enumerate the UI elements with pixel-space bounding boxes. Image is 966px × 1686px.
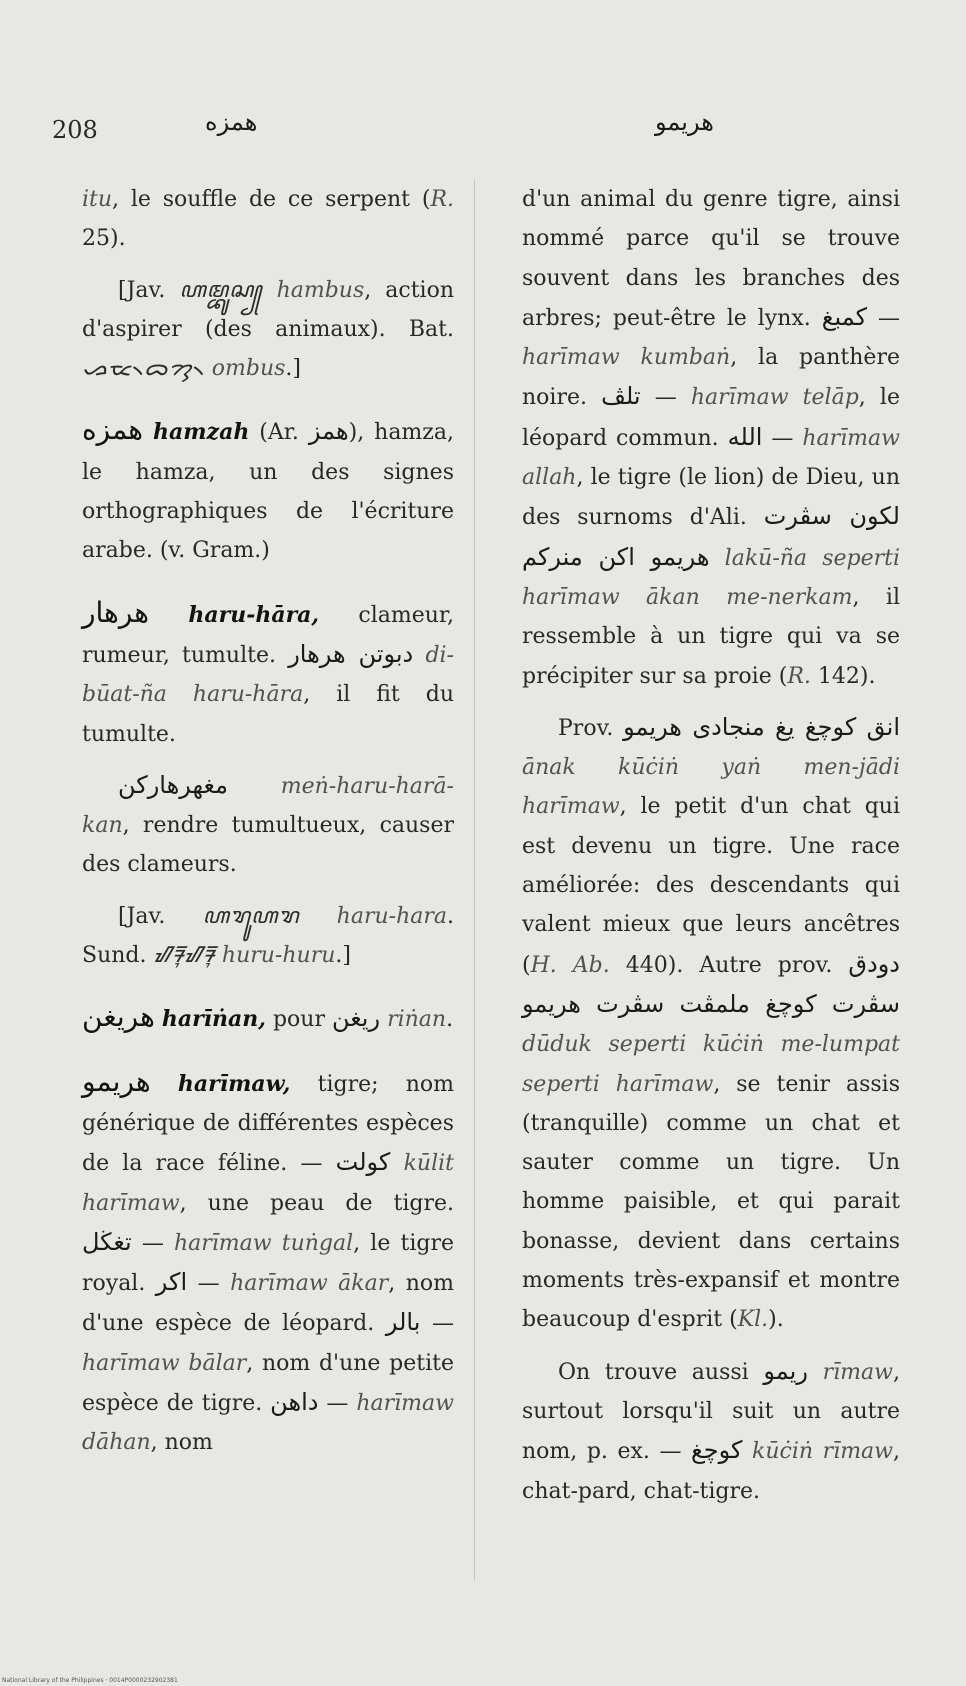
entry-haru-hara: هرهار haru-hāra, clameur, rumeur, tumulte. دبوتن هرهار di-būat-ña haru-hāra, il fit du tumulte. <box>82 595 455 747</box>
entry-haringan: هريغن harīṅan, pour ريغن riṅan. <box>82 1000 454 1034</box>
entry-harimaw: هريمو harīmaw, tigre; nom générique de différentes espèces de la race féline. — كولت kūlit harīmaw, une peau de tigre. تغڬل — harīmaw tuṅgal, le tigre royal. اكر — harīmaw ākar, nom d'une espèce de léopard. بالر — harīmaw bālar, nom d'une petite espèce de tigre. داهن — harīmaw dāhan, nom <box>82 1064 454 1456</box>
entry-itu: itu, le souffle de ce serpent (R. 25). <box>82 187 454 252</box>
right-column <box>522 180 900 1511</box>
entry-hamzah: همزه hamzah (Ar. همز), hamza, le hamza, un des signes orthographiques de l'écriture arabe. (v. Gram.) <box>82 413 454 564</box>
column-divider <box>474 180 475 1580</box>
entry-jav-hambus: [Jav. ꦲꦩ꧀ꦧꦸꦱ꧀ hambus, action d'aspirer (des animaux). Bat. ᯀᯔ᯲ᯅᯮᯂ᯲ ombus.] <box>82 277 455 382</box>
entry-harimaw-cont: d'un animal du genre tigre, ainsi nommé parce qu'il se trouve souvent dans les branches des arbres; peut-être le lynx. كمبغ — harīmaw kumbaṅ, la panthère noire. تلڤ — harīmaw telāp, le léopard commun. الله — harīmaw allah, le tigre (le lion) de Dieu, un des surnoms d'Ali. لكون سڤرت هريمو اكن منركم lakū-ña seperti harīmaw ākan me-nerkam, il ressemble à un tigre qui va se précipiter sur sa proie (R. 142). <box>522 187 901 689</box>
running-headword-right: هريمو <box>655 108 714 136</box>
page-number: 208 <box>52 116 98 144</box>
left-column <box>82 180 454 1463</box>
entry-jav-haru-hara: [Jav. ꦲꦫꦸꦲꦫ haru-hara. Sund. ᮠᮛᮥᮠᮛᮥ huru-huru.] <box>82 903 454 969</box>
library-footer: National Library of the Philippines · 0014P0000232902381 <box>2 1677 178 1684</box>
entry-rimaw: On trouve aussi ريمو rīmaw, surtout lorsqu'il suit un autre nom, p. ex. — كوچغ kūċiṅ rīmaw, chat-pard, chat-tigre. <box>522 1356 900 1504</box>
entry-proverb: Prov. انق كوچغ يغ منجادى هريمو ānak kūċiṅ yaṅ men-jādi harīmaw, le petit d'un chat qui est devenu un tigre. Une race améliorée: des descendants qui valent mieux que leurs ancêtres (H. Ab. 440). Autre prov. دودق سڤرت كوچغ ملمڤت سڤرت هريمو dūduk seperti kūċiṅ me-lumpat seperti harīmaw, se tenir assis (tranquille) comme un chat et sauter comme un tigre. Un homme paisible, et qui parait bonasse, devient dans certains moments très-expansif et montre beaucoup d'esprit (Kl.). <box>522 712 901 1333</box>
running-headword-left: همزه <box>205 108 258 136</box>
entry-meng-haru-harakan: مغهرهاركن meṅ-haru-harā-kan, rendre tumultueux, causer des clameurs. <box>82 770 454 878</box>
